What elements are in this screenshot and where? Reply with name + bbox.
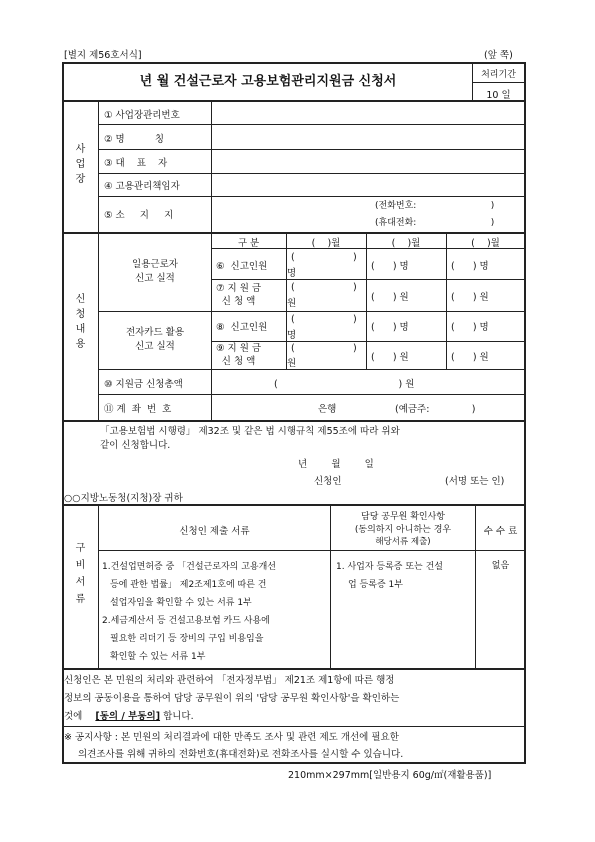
consent-choice[interactable]: [동의 / 부동의] [95,711,161,722]
required-doc-1: 1.건설업면허증 중 「건설근로자의 고용개선 등에 관한 법률」 제2조제1호에 따른 건 설업자임을 확인할 수 있는 서류 1부 [102,562,276,608]
r7-m2-cell[interactable]: ( ) 원 [371,292,409,303]
business-name-label: ② 명 칭 [104,134,165,145]
daily-worker-group-label: 일용근로자 신고 실적 [132,259,178,284]
mobile-field[interactable]: (휴대전화: ) [375,218,495,228]
application-date[interactable]: 년 월 일 [298,459,374,470]
business-name-field[interactable] [212,126,524,148]
officer-check-header-2: (동의하지 아니하는 경우 [354,525,452,535]
employment-manager-field[interactable] [212,174,524,195]
r6-m1-cell[interactable]: ( ) 명 [287,252,357,279]
recipient: ○○지방노동청(지청)장 귀하 [64,493,183,504]
month-2-header[interactable]: ( )월 [391,238,421,249]
r8-m3-cell[interactable]: ( ) 명 [451,322,489,333]
address-label: ⑤ 소 지 지 [104,210,174,221]
total-amount-label: ⑩ 지원금 신청총액 [104,379,183,390]
phone-field[interactable]: (전화번호: ) [375,201,495,211]
r9-m3-cell[interactable]: ( ) 원 [451,352,489,363]
processing-period-value: 10 일 [486,90,511,101]
applicant-docs-header: 신청인 제출 서류 [179,526,250,537]
required-doc-2: 2.세금계산서 등 건설고용보험 카드 사용에 필요한 리더기 등 장비의 구입 비용임을 확인할 수 있는 서류 1부 [102,616,270,662]
month-1-header[interactable]: ( )월 [311,238,341,249]
r9-m2-cell[interactable]: ( ) 원 [371,352,409,363]
fee-value: 없음 [491,561,510,571]
r7-m3-cell[interactable]: ( ) 원 [451,292,489,303]
applicant-label: 신청인 [314,476,342,487]
r7-m1-cell[interactable]: ( ) 원 [287,282,357,309]
consent-line-1: 신청인은 본 민원의 처리와 관련하여 「전자정부법」 제21조 제1항에 따른 행정 [64,675,395,686]
documents-section-label: 구비서류 [75,543,86,605]
officer-check-header-1: 담당 공무원 확인사항 [361,512,445,522]
declaration-line-2: 같이 신청합니다. [100,440,171,451]
row-9-label: ⑨ 지 원 금 신 청 액 [216,343,262,367]
declaration-line-1: 「고용보험법 시행령」 제32조 및 같은 법 시행규칙 제55조에 따라 위와 [100,426,400,437]
account-holder-field[interactable]: (예금주: ) [395,404,476,415]
consent-line-3: 것에 [동의 / 부동의] 합니다. [64,711,194,722]
r8-m1-cell[interactable]: ( ) 명 [287,314,357,341]
fee-header: 수 수 료 [483,526,518,537]
row-6-label: ⑥ 신고인원 [216,261,268,272]
business-section-label: 사업장 [75,144,86,185]
notice-line-1: ※ 공지사항 : 본 민원의 처리결과에 대한 만족도 조사 및 관련 제도 개선에 필요한 [64,732,399,743]
bank-label: 은행 [318,404,337,415]
representative-field[interactable] [212,150,524,172]
application-section-label: 신청내용 [75,294,86,350]
total-amount-field[interactable]: ( ) 원 [274,379,415,390]
r6-m2-cell[interactable]: ( ) 명 [371,261,409,272]
business-reg-number-field[interactable] [212,107,524,123]
r6-m3-cell[interactable]: ( ) 명 [451,261,489,272]
page-side: (앞 쪽) [484,50,513,61]
notice-line-2: 의견조사를 위해 귀하의 전화번호(휴대전화)로 전화조사를 실시할 수 있습니다. [78,749,404,760]
officer-check-header-3: 해당서류 제출) [375,537,431,547]
category-header: 구 분 [237,238,260,249]
month-3-header[interactable]: ( )월 [471,238,500,249]
officer-check-doc: 1. 사업자 등록증 또는 건설 업 등록증 1부 [336,562,443,590]
row-7-label: ⑦ 지 원 금 신 청 액 [216,283,262,307]
employment-manager-label: ④ 고용관리책임자 [104,181,180,192]
consent-line-2: 정보의 공동이용을 통하여 담당 공무원이 위의 '담당 공무원 확인사항'을 확인하는 [64,693,400,704]
r9-m1-cell[interactable]: ( ) 원 [287,343,357,369]
account-number-label: ⑪ 계 좌 번 호 [104,404,172,415]
e-card-group-label: 전자카드 활용 신고 실적 [125,327,185,352]
signature-field[interactable]: (서명 또는 인) [445,476,505,487]
paper-spec-footer: 210mm×297mm[일반용지 60g/㎡(재활용품)] [288,770,492,781]
business-reg-number-label: ① 사업장관리번호 [104,110,180,121]
row-8-label: ⑧ 신고인원 [216,322,268,333]
form-number: [별지 제56호서식] [64,50,142,61]
r8-m2-cell[interactable]: ( ) 명 [371,322,409,333]
representative-label: ③ 대 표 자 [104,158,168,169]
processing-period-label: 처리기간 [481,70,516,80]
form-title: 년 월 건설근로자 고용보험관리지원금 신청서 [139,74,397,89]
account-number-field[interactable] [212,396,524,419]
